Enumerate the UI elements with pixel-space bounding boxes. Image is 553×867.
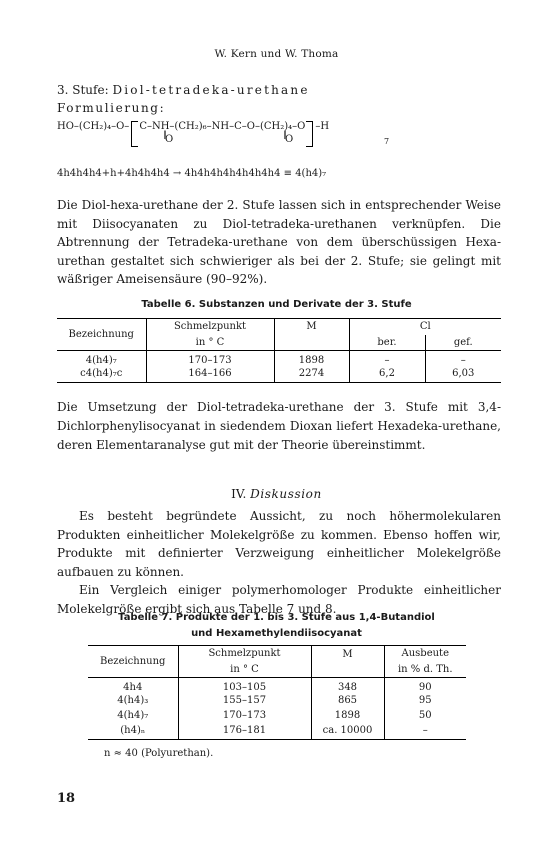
table-row: (h4)ₙ 176–181 ca. 10000 – [88, 723, 466, 739]
paragraph-derivatives: Die Umsetzung der Diol-tetradeka-urethane der 3. Stufe mit 3,4-Dichlorphenylisocyanat in siedendem Dioxan liefert Hexadeka-urethane, deren Elementaranalyse gut mit der Theorie übereinstimmt. [57, 400, 501, 452]
table7-caption-line2: und Hexamethylendiisocyanat [191, 628, 362, 639]
t7-header-m: M [311, 646, 384, 678]
table-row: c4(h4)₇c 164–166 2274 6,2 6,03 [57, 366, 501, 382]
t6-header-ber: ber. [349, 335, 425, 351]
table-7 [88, 645, 466, 740]
right-bracket [306, 121, 313, 147]
t7-header-ausbeute: Ausbeute [384, 646, 466, 662]
reaction-equation: 4h4h4h4+h+4h4h4h4 → 4h4h4h4h4h4h4h4 ≡ 4(h4)₇ [57, 168, 327, 179]
t6-header-m: M [274, 319, 349, 335]
t6-header-gef: gef. [425, 335, 501, 351]
table7-caption-line1: Tabelle 7. Produkte der 1. bis 3. Stufe aus 1,4-Butandiol [118, 612, 435, 623]
t7-header-schmelz: Schmelzpunkt [178, 646, 311, 662]
section-title: Diskussion [250, 487, 322, 501]
formula-right: –H [315, 121, 330, 132]
formula-subscript: 7 [384, 137, 390, 146]
table-row: 4(h4)₇ 170–173 1898 50 [88, 708, 466, 723]
section-number: IV. [231, 487, 247, 501]
paragraph-stufe3: Die Diol-hexa-urethane der 2. Stufe lassen sich in entsprechender Weise mit Diisocyanaten zu Diol-tetradeka-urethanen verknüpfen. Die Abtrennung der Tetradeka-urethane von dem überschüssigen Hexa-urethan gestaltet sich schwieriger als bei der 2. Stufe; sie gelingt mit wäßriger Ameisensäure (90–92%). [57, 198, 501, 287]
formula-left: HO–(CH₂)₄–O– [57, 121, 130, 132]
t7-header-bezeichnung: Bezeichnung [88, 646, 178, 678]
t6-header-schmelz: Schmelzpunkt [146, 319, 274, 335]
discussion-paragraph-1: Es besteht begründete Aussicht, zu noch höhermolekularen Produkten einheitlicher Molekelgröße zu kommen. Ebenso hoffen wir, Produkte mit definierter Verzweigung einheitlicher Molekelgröße aufbauen zu können. [57, 509, 501, 579]
t6-header-schmelz-unit: in ° C [146, 335, 274, 351]
carbonyl-oxygen-2: O [285, 134, 294, 145]
table-6 [57, 318, 501, 383]
discussion-text [57, 507, 501, 619]
t6-header-bezeichnung: Bezeichnung [57, 319, 146, 351]
carbonyl-oxygen-1: O [165, 134, 174, 145]
table7-footnote: n ≈ 40 (Polyurethan). [104, 748, 214, 759]
formulierung-label: Formulierung: [57, 101, 166, 115]
section-heading-iv [0, 487, 553, 501]
discussion-paragraph-2: Ein Vergleich einiger polymerhomologer Produkte einheitlicher Molekelgröße ergibt sich aus Tabelle 7 und 8. [57, 583, 501, 616]
t7-header-ausbeute-unit: in % d. Th. [384, 662, 466, 678]
subsection-title: Diol-tetradeka-urethane [112, 83, 310, 97]
table-row: 4(h4)₃ 155–157 865 95 [88, 693, 466, 708]
structural-formula: HO–(CH₂)₄–O– C–NH–(CH₂)₆–NH–C–O–(CH₂)₄–O –H O O ‖ ‖ 7 [57, 121, 390, 146]
t6-header-cl: Cl [349, 319, 501, 335]
table6-caption: Tabelle 6. Substanzen und Derivate der 3. Stufe [141, 299, 412, 310]
table-row: 4h4 103–105 348 90 [88, 678, 466, 694]
subsection-label: 3. Stufe: [57, 83, 109, 97]
table-row: 4(h4)₇ 170–173 1898 – – [57, 351, 501, 367]
formula-mid: C–NH–(CH₂)₆–NH–C–O–(CH₂)₄–O [139, 121, 306, 132]
subsection-heading [57, 83, 310, 97]
t7-header-schmelz-unit: in ° C [178, 662, 311, 678]
left-bracket [131, 121, 138, 147]
page-number: 18 [57, 791, 76, 806]
running-header: W. Kern und W. Thoma [214, 48, 339, 60]
